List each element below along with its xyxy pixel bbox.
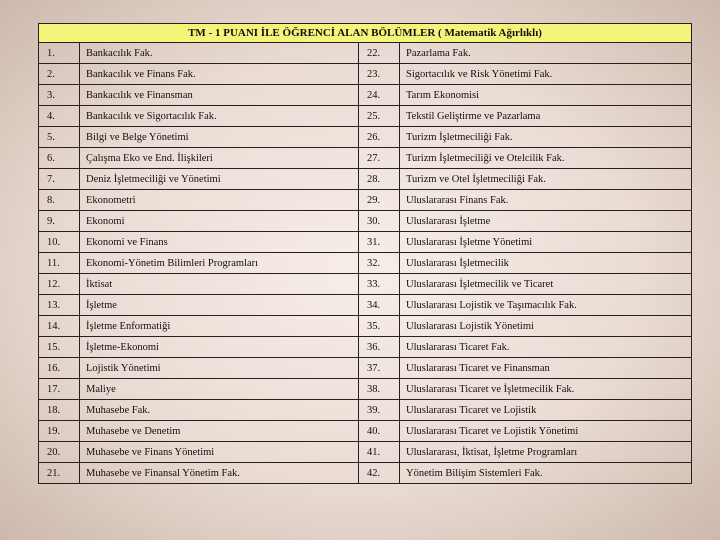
left-number: 21. bbox=[39, 463, 80, 484]
table-row bbox=[39, 337, 692, 358]
table-body bbox=[39, 43, 692, 484]
table-row bbox=[39, 106, 692, 127]
left-department: Bankacılık Fak. bbox=[80, 43, 359, 64]
right-number: 32. bbox=[359, 253, 400, 274]
table-row bbox=[39, 358, 692, 379]
left-department: Muhasebe ve Finans Yönetimi bbox=[80, 442, 359, 463]
right-department: Uluslararası Ticaret ve Finansman bbox=[400, 358, 692, 379]
departments-table bbox=[38, 23, 692, 484]
right-number: 24. bbox=[359, 85, 400, 106]
right-department: Uluslararası Finans Fak. bbox=[400, 190, 692, 211]
right-department: Uluslararası Lojistik Yönetimi bbox=[400, 316, 692, 337]
left-number: 3. bbox=[39, 85, 80, 106]
right-number: 35. bbox=[359, 316, 400, 337]
left-department: Muhasebe Fak. bbox=[80, 400, 359, 421]
right-number: 38. bbox=[359, 379, 400, 400]
left-number: 5. bbox=[39, 127, 80, 148]
left-department: Maliye bbox=[80, 379, 359, 400]
right-department: Uluslararası Ticaret Fak. bbox=[400, 337, 692, 358]
left-department: Bankacılık ve Sigortacılık Fak. bbox=[80, 106, 359, 127]
left-department: Çalışma Eko ve End. İlişkileri bbox=[80, 148, 359, 169]
table-row bbox=[39, 316, 692, 337]
left-number: 14. bbox=[39, 316, 80, 337]
right-department: Uluslararası Ticaret ve Lojistik bbox=[400, 400, 692, 421]
left-number: 19. bbox=[39, 421, 80, 442]
left-number: 2. bbox=[39, 64, 80, 85]
left-number: 10. bbox=[39, 232, 80, 253]
right-department: Uluslararası Ticaret ve Lojistik Yönetimi bbox=[400, 421, 692, 442]
left-department: Ekonomi bbox=[80, 211, 359, 232]
table-row bbox=[39, 43, 692, 64]
left-department: İşletme-Ekonomi bbox=[80, 337, 359, 358]
left-number: 7. bbox=[39, 169, 80, 190]
right-number: 37. bbox=[359, 358, 400, 379]
right-department: Uluslararası İşletmecilik bbox=[400, 253, 692, 274]
table-row bbox=[39, 64, 692, 85]
table-row bbox=[39, 253, 692, 274]
right-number: 23. bbox=[359, 64, 400, 85]
right-department: Uluslararası Lojistik ve Taşımacılık Fak. bbox=[400, 295, 692, 316]
right-department: Uluslararası İşletmecilik ve Ticaret bbox=[400, 274, 692, 295]
left-number: 9. bbox=[39, 211, 80, 232]
document bbox=[38, 23, 691, 484]
right-department: Uluslararası Ticaret ve İşletmecilik Fak. bbox=[400, 379, 692, 400]
table-row bbox=[39, 379, 692, 400]
right-department: Uluslararası İşletme bbox=[400, 211, 692, 232]
table-row bbox=[39, 274, 692, 295]
table-row bbox=[39, 232, 692, 253]
right-department: Tekstil Geliştirme ve Pazarlama bbox=[400, 106, 692, 127]
left-number: 6. bbox=[39, 148, 80, 169]
left-number: 11. bbox=[39, 253, 80, 274]
right-number: 41. bbox=[359, 442, 400, 463]
left-department: Deniz İşletmeciliği ve Yönetimi bbox=[80, 169, 359, 190]
right-number: 28. bbox=[359, 169, 400, 190]
left-department: Bankacılık ve Finans Fak. bbox=[80, 64, 359, 85]
left-number: 8. bbox=[39, 190, 80, 211]
table-title: TM - 1 PUANI İLE ÖĞRENCİ ALAN BÖLÜMLER ( Matematik Ağırlıklı) bbox=[39, 24, 692, 43]
table-row bbox=[39, 169, 692, 190]
right-department: Sigortacılık ve Risk Yönetimi Fak. bbox=[400, 64, 692, 85]
table-row bbox=[39, 127, 692, 148]
left-number: 13. bbox=[39, 295, 80, 316]
left-number: 1. bbox=[39, 43, 80, 64]
right-number: 42. bbox=[359, 463, 400, 484]
left-number: 16. bbox=[39, 358, 80, 379]
right-number: 39. bbox=[359, 400, 400, 421]
right-number: 31. bbox=[359, 232, 400, 253]
left-department: Lojistik Yönetimi bbox=[80, 358, 359, 379]
right-department: Uluslararası, İktisat, İşletme Programları bbox=[400, 442, 692, 463]
left-number: 12. bbox=[39, 274, 80, 295]
right-number: 36. bbox=[359, 337, 400, 358]
left-number: 4. bbox=[39, 106, 80, 127]
left-number: 18. bbox=[39, 400, 80, 421]
right-department: Yönetim Bilişim Sistemleri Fak. bbox=[400, 463, 692, 484]
left-department: İşletme bbox=[80, 295, 359, 316]
right-number: 27. bbox=[359, 148, 400, 169]
right-department: Turizm İşletmeciliği ve Otelcilik Fak. bbox=[400, 148, 692, 169]
left-department: Ekonomi-Yönetim Bilimleri Programları bbox=[80, 253, 359, 274]
left-department: Bilgi ve Belge Yönetimi bbox=[80, 127, 359, 148]
table-row bbox=[39, 463, 692, 484]
right-number: 34. bbox=[359, 295, 400, 316]
right-number: 25. bbox=[359, 106, 400, 127]
right-number: 26. bbox=[359, 127, 400, 148]
left-department: Muhasebe ve Denetim bbox=[80, 421, 359, 442]
table-row bbox=[39, 85, 692, 106]
left-number: 20. bbox=[39, 442, 80, 463]
table-row bbox=[39, 211, 692, 232]
left-number: 17. bbox=[39, 379, 80, 400]
left-department: Ekonomi ve Finans bbox=[80, 232, 359, 253]
right-number: 33. bbox=[359, 274, 400, 295]
right-department: Tarım Ekonomisi bbox=[400, 85, 692, 106]
table-row bbox=[39, 190, 692, 211]
left-department: Ekonometri bbox=[80, 190, 359, 211]
table-row bbox=[39, 148, 692, 169]
table-row bbox=[39, 400, 692, 421]
left-department: Muhasebe ve Finansal Yönetim Fak. bbox=[80, 463, 359, 484]
left-department: İktisat bbox=[80, 274, 359, 295]
right-department: Turizm İşletmeciliği Fak. bbox=[400, 127, 692, 148]
table-row bbox=[39, 442, 692, 463]
right-number: 40. bbox=[359, 421, 400, 442]
left-number: 15. bbox=[39, 337, 80, 358]
table-row bbox=[39, 295, 692, 316]
right-department: Pazarlama Fak. bbox=[400, 43, 692, 64]
table-row bbox=[39, 421, 692, 442]
left-department: İşletme Enformatiği bbox=[80, 316, 359, 337]
left-department: Bankacılık ve Finansman bbox=[80, 85, 359, 106]
right-number: 29. bbox=[359, 190, 400, 211]
right-number: 22. bbox=[359, 43, 400, 64]
header-row bbox=[39, 24, 692, 43]
right-department: Turizm ve Otel İşletmeciliği Fak. bbox=[400, 169, 692, 190]
right-department: Uluslararası İşletme Yönetimi bbox=[400, 232, 692, 253]
right-number: 30. bbox=[359, 211, 400, 232]
